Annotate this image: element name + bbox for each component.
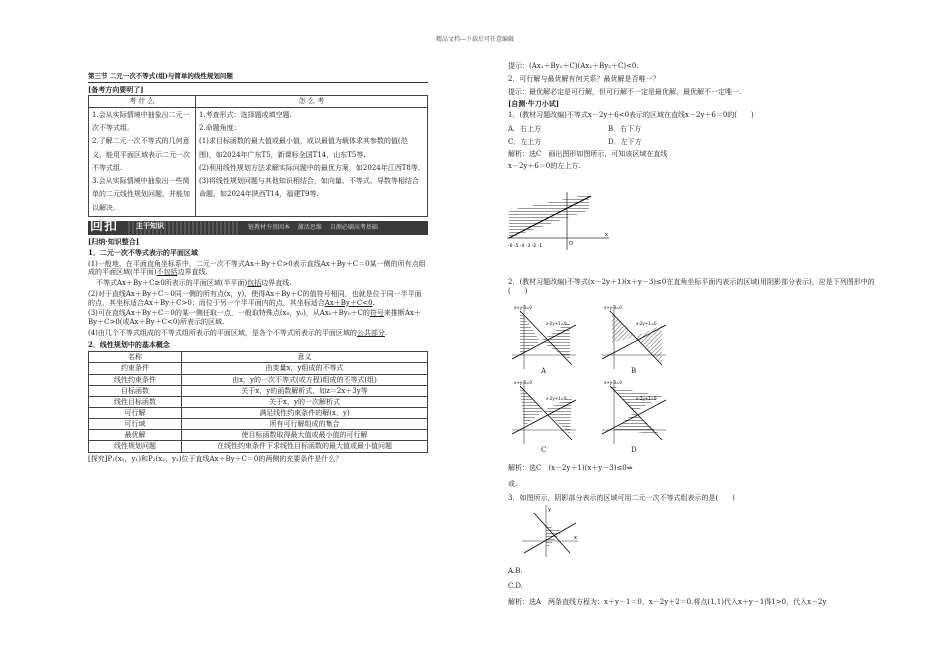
what-item: 2.了解二元一次不等式的几何意义，能用平面区域表示二元一次不等式组. [92, 137, 190, 172]
graph-option-b [600, 303, 670, 373]
concept-name: 线性目标函数 [89, 396, 182, 407]
exam-table-header-how: 怎 么 考 [196, 95, 428, 107]
hint-1: 提示：(Ax₁＋By₁＋C)(Ax₂＋By₂＋C)<0. [508, 62, 639, 70]
banner-mid-text: 主干知识 [136, 222, 164, 230]
knowledge-tag: [归纳·知识整合] [88, 237, 140, 246]
knowledge-1-title: 1．二元一次不等式表示的平面区域 [88, 247, 198, 257]
graph-label-c: C [541, 446, 547, 454]
label-line-2: x-2y+1=0 [546, 396, 567, 401]
banner-big-text: 回扣 [90, 219, 119, 234]
problem-1-answer-2: x－2y＋6＝0的左上方. [508, 162, 581, 170]
region-c1 [520, 386, 544, 426]
x-axis-label: x [574, 535, 577, 541]
problem-3-options-ab: A.B. [508, 567, 523, 575]
problem-3-graph [520, 503, 580, 559]
text: (1)一般地，在平面直角坐标系中，二元一次不等式Ax＋By＋C>0表示直线Ax＋By＋C＝0某一侧的所有点组成的平面区域(半平面) [88, 259, 426, 277]
concept-name: 线性规划问题 [89, 441, 182, 452]
question-2: 2．可行解与最优解有何关系？最优解是否唯一？ [508, 74, 660, 83]
line-1 [534, 513, 570, 553]
table-row [89, 363, 428, 374]
what-item: 3.会从实际情境中抽象出一些简单的二元线性规划问题，并能加以解决. [92, 177, 190, 212]
region-a1 [520, 311, 540, 355]
knowledge-1-p1 [88, 260, 428, 278]
text: 不等式Ax＋By＋C≥0所表示的平面区域(半平面) [96, 279, 248, 287]
concept-meaning: 由x，y的一次不等式(或方程)组成的不等式(组) [182, 374, 428, 385]
x-tick-labels: -6 -5 -4 -3 -2 -1 [508, 244, 543, 249]
text: 边界直线. [177, 268, 208, 277]
text: (3)可在直线Ax＋By＋C＝0的某一侧任取一点，一般取特殊点(x₀，y₀)，从Ax₀＋By₀＋C的 [88, 309, 370, 318]
exam-direction-tag: [备考方向要明了] [88, 85, 144, 95]
x-axis-label: x [605, 232, 608, 238]
table-row [89, 430, 428, 441]
concept-header-meaning: 意义 [182, 352, 428, 363]
hint-2: 提示：最优解必定是可行解，但可行解不一定是最优解，最优解不一定唯一. [508, 87, 742, 96]
table-row [89, 407, 428, 418]
text: (4)由几个不等式组成的不等式组所表示的平面区域，是各个不等式所表示的平面区域的 [88, 328, 357, 337]
graph-option-d [600, 378, 670, 448]
text: 边界直线. [261, 279, 292, 287]
how-item: (2)利用线性规划方法求解实际问题中的最优方案，如2024年江西T8等. [199, 163, 421, 172]
how-item: 2.命题角度： [199, 123, 241, 132]
label-line-1: x+y-3=0 [604, 380, 622, 385]
table-row [89, 419, 428, 430]
exam-table-how-cell [196, 107, 428, 216]
option-b: B．右下方 [608, 124, 642, 133]
concept-name: 约束条件 [89, 363, 182, 374]
banner-right-text: 链教材夯基固本 激活思维 自测必刷高考基础 [248, 224, 378, 231]
fill-blank: 公共部分 [356, 328, 385, 337]
problem-2: 2．(教材习题改编)不等式(x－2y＋1)(x＋y－3)≤0在直角坐标平面内表示的区域(用阴影部分表示)，应是下列图形中的( ) [508, 278, 875, 295]
label-line-1: x+y-3=0 [514, 305, 532, 310]
y-axis-label: y [548, 507, 551, 513]
table-row [89, 441, 428, 452]
label-line-2: x-2y+1=0 [546, 321, 567, 326]
concept-name: 目标函数 [89, 385, 182, 396]
problem-1-options-cd [508, 138, 888, 147]
exam-table-what-cell [89, 107, 196, 216]
selftest-tag: [自测·牛刀小试] [508, 99, 560, 109]
graph-label-a: A [541, 367, 547, 375]
concept-header-name: 名称 [89, 352, 182, 363]
concept-meaning: 使目标函数取得最大值或最小值的可行解 [182, 430, 428, 441]
problem-3-answer: 解析：选A 两条直线方程为：x＋y－1＝0，x－2y＋2＝0.将点(1,1)代入x＋y－1得1>0，代入x－2y [508, 598, 827, 606]
page-header: 精品文档---下载后可任意编辑 [435, 36, 515, 43]
problem-1-graph [505, 190, 615, 252]
problem-1: 1．(教材习题改编)不等式x－2y＋6<0表示的区域在直线x－2y＋6＝0的( ) [508, 111, 754, 119]
exam-table [88, 95, 428, 217]
left-column [88, 72, 428, 465]
text: 来推断Ax＋By＋C>0(或Ax＋By＋C<0)所表示的区域. [88, 309, 421, 326]
region-a2 [540, 321, 570, 359]
concept-meaning: 关于x，y的一次解析式 [182, 396, 428, 407]
concept-name: 最优解 [89, 430, 182, 441]
option-a: A．右上方 [508, 124, 542, 133]
problem-2-answer: 解析：选C (x－2y＋1)(x＋y－3)≤0⇔ [508, 464, 633, 472]
graph-label-d: D [631, 446, 637, 454]
concept-meaning: 在线性约束条件下求线性目标函数的最大值或最小值问题 [182, 441, 428, 452]
option-c: C．左上方 [508, 137, 542, 146]
concept-table [88, 351, 428, 452]
label-line-2: x-2y+1=0 [636, 321, 657, 326]
fill-blank: 不包括 [156, 268, 178, 277]
section-title: 第三节 二元一次不等式(组)与简单的线性规划问题 [88, 72, 428, 83]
fill-blank: 符号 [369, 309, 384, 318]
how-item: (1)求目标函数的最大值或最小值，或以最值为载体求其参数的值(范围)，如2024年广东T5，新课标全国T14，山东T5等. [199, 137, 408, 159]
how-item: 1.考查形式：选择题或填空题. [199, 110, 292, 119]
region-b2 [634, 325, 662, 363]
exam-table-header-what: 考 什 么 [89, 95, 196, 107]
origin-label: O [569, 241, 573, 247]
concept-meaning: 由变量x，y组成的不等式 [182, 363, 428, 374]
table-row [89, 385, 428, 396]
fill-blank: Ax＋By＋C<0 [324, 298, 373, 307]
knowledge-1-p4 [88, 309, 428, 327]
concept-name: 线性约束条件 [89, 374, 182, 385]
fill-blank: 包括 [247, 279, 262, 287]
problem-2-answer-2: 或. [508, 480, 518, 488]
knowledge-1-p2 [88, 279, 428, 288]
knowledge-1-p5: (4)由几个不等式组成的不等式组所表示的平面区域，是各个不等式所表示的平面区域的公共部分. [88, 328, 388, 337]
graph-label-b: B [631, 367, 637, 375]
how-item: (3)将线性规划问题与其他知识相结合，如向量、不等式、导数等相结合命题，如2024年陕西T14，福建T9等. [199, 177, 419, 199]
concept-meaning: 所有可行解组成的集合 [182, 419, 428, 430]
concept-name: 可行域 [89, 419, 182, 430]
label-line-2: x-2y+1=0 [636, 396, 657, 401]
problem-3-options-cd: C.D. [508, 582, 523, 590]
problem-1-options-ab [508, 125, 888, 134]
review-banner [88, 221, 428, 235]
problem-1-answer: 解析：选C 画出图形如图所示，可知该区域在直线 [508, 150, 668, 159]
right-column [508, 60, 888, 173]
concept-meaning: 关于x，y的函数解析式，如z＝2x＋3y等 [182, 385, 428, 396]
table-row [89, 396, 428, 407]
region-b1 [612, 313, 634, 343]
graph-option-c [510, 378, 580, 448]
knowledge-2-title: 2．线性规划中的基本概念 [88, 339, 170, 349]
table-row [89, 374, 428, 385]
concept-name: 可行解 [89, 407, 182, 418]
concept-meaning: 满足线性约束条件的解(x，y) [182, 407, 428, 418]
option-d: D．左下方 [608, 137, 642, 146]
label-line-1: x+y-3=0 [514, 380, 532, 385]
graph-option-a [510, 303, 580, 373]
text: (2)对于直线Ax＋By＋C＝0同一侧的所有点(x，y)，使得Ax＋By＋C的值符号相同，也就是位于同一半平面的点，其坐标适合Ax＋By＋C>0；而位于另一个半平面内的点，其坐标适合 [88, 289, 422, 307]
what-item: 1.会从实际情境中抽象出二元一次不等式组. [92, 110, 190, 132]
label-line-1: x+y-3=0 [604, 305, 622, 310]
problem-3: 3．如图所示，阴影部分表示的区域可用二元一次不等式组表示的是( ) [508, 494, 735, 502]
explore-question: [探究]P₁(x₁，y₁)和P₂(x₂，y₂)位于直线Ax＋By＋C＝0的两侧的充要条件是什么？ [88, 454, 343, 463]
knowledge-1-p3: (2)对于直线Ax＋By＋C＝0同一侧的所有点(x，y)，使得Ax＋By＋C的值符号相同，也就是位于同一半平面的点，其坐标适合Ax＋By＋C>0；而位于另一个半平面内的点，其坐标适合Ax＋By＋C<0. [88, 289, 422, 307]
